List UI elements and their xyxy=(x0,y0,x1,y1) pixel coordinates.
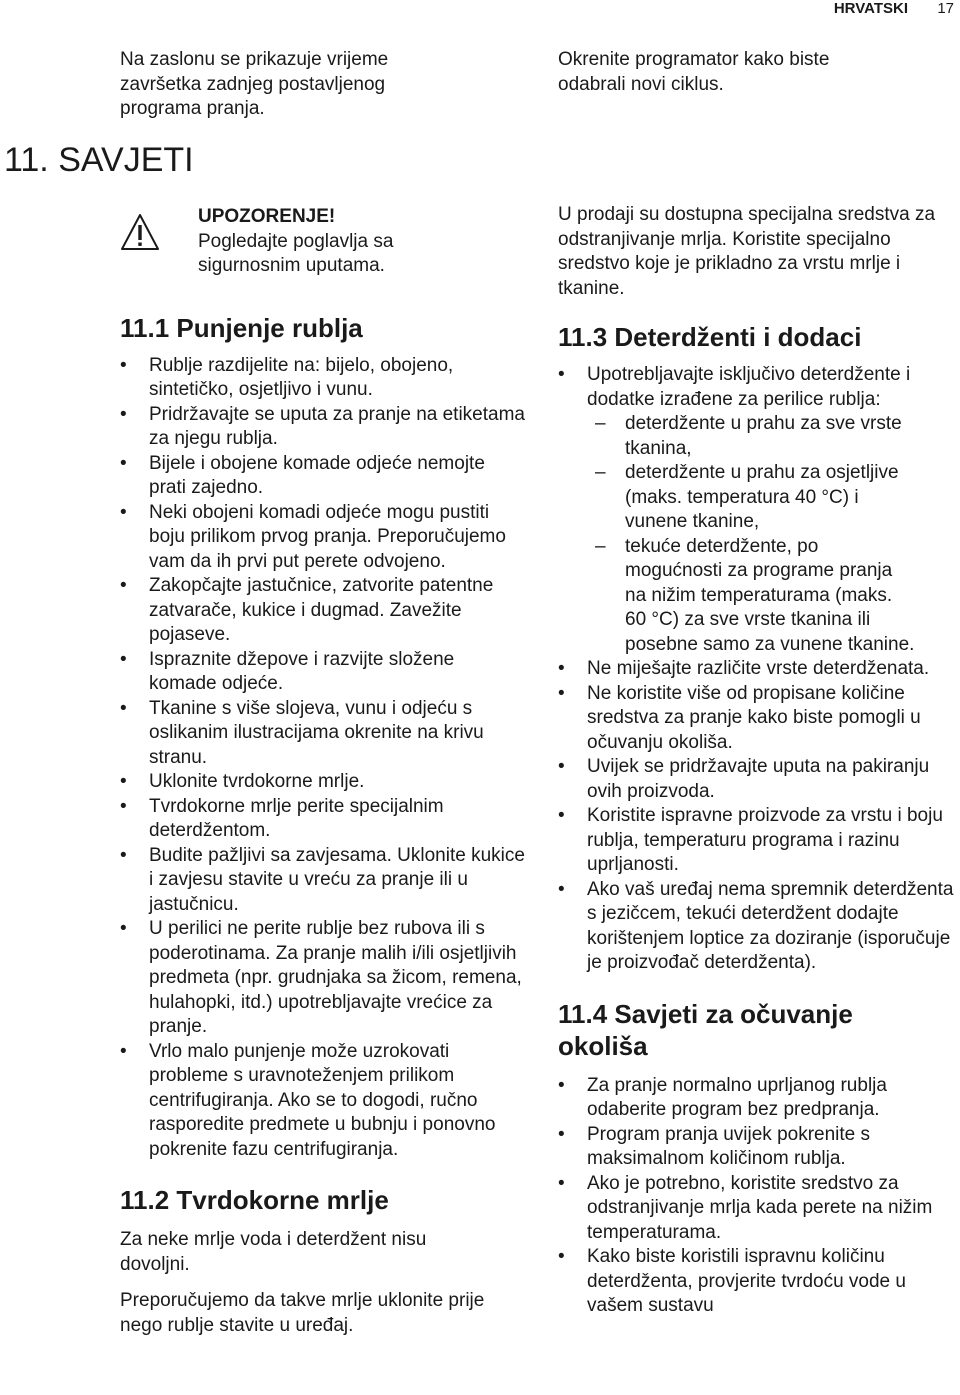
list-item: • Ako je potrebno, koristite sredstvo za odstranjivanje mrlja kada perete na nižim temperaturama. xyxy=(558,1172,956,1246)
list-item: • Ne miješajte različite vrste deterdženata. xyxy=(558,657,956,682)
left-column xyxy=(120,48,525,1338)
warning-text: Pogledajte poglavlja sa sigurnosnim uputama. xyxy=(198,230,394,276)
list-item: • Ispraznite džepove i razvijte složene komade odjeće. xyxy=(120,648,525,697)
list-item: • Ne koristite više od propisane količine sredstva za pranje kako biste pomogli u očuvanju okoliša. xyxy=(558,682,956,756)
detergent-list xyxy=(558,363,956,976)
list-item: • Pridržavajte se uputa za pranje na etiketama za njegu rublja. xyxy=(120,403,525,452)
list-item: • Program pranja uvijek pokrenite s maksimalnom količinom rublja. xyxy=(558,1123,956,1172)
stains-paragraph-1: Za neke mrlje voda i deterdžent nisu dovoljni. xyxy=(120,1229,427,1275)
list-item xyxy=(558,363,956,657)
list-item: • Rublje razdijelite na: bijelo, obojeno, sintetičko, osjetljivo i vunu. xyxy=(120,354,525,403)
list-item: • Uvijek se pridržavajte uputa na pakiranju ovih proizvoda. xyxy=(558,755,956,804)
language-label: HRVATSKI xyxy=(833,0,908,17)
detergent-intro: Upotrebljavajte isključivo deterdžente i dodatke izrađene za perilice rublja: xyxy=(587,364,911,410)
right-column xyxy=(558,48,956,1319)
list-item: • Ako vaš uređaj nema spremnik deterdženta s jezičcem, tekući deterdžent dodajte korištenjem loptice za doziranje (isporučuje je proizvođač deterdženta). xyxy=(558,878,956,976)
list-item: • Neki obojeni komadi odjeće mogu pustiti boju prilikom prvog pranja. Preporučujemo vam da ih prvi put perete odvojeno. xyxy=(120,501,525,575)
list-item: • Zakopčajte jastučnice, zatvorite patentne zatvarače, kukice i dugmad. Zavežite pojaseve. xyxy=(120,574,525,648)
page-number: 17 xyxy=(937,0,954,17)
list-item: • Koristite ispravne proizvode za vrstu i boju rublja, temperaturu programa i razinu uprljanosti. xyxy=(558,804,956,878)
list-item: • U perilici ne perite rublje bez rubova ili s poderotinama. Za pranje malih i/ili osjetljivih predmeta (npr. grudnjaka sa žicom, remena, hulahopki, itd.) upotrebljavajte vrećice za pranje. xyxy=(120,917,525,1040)
list-item: • Vrlo malo punjenje može uzrokovati probleme s uravnoteženjem prilikom centrifugiranja. Ako se to dogodi, ručno rasporedite predmete u bubnju i ponovno pokrenite fazu centrifugiranja. xyxy=(120,1040,525,1163)
list-item: • Tvrdokorne mrlje perite specijalnim deterdžentom. xyxy=(120,795,525,844)
section-11-3-title: 11.3 Deterdženti i dodaci xyxy=(558,322,862,352)
list-item: • Budite pažljivi sa zavjesama. Uklonite kukice i zavjesu stavite u vreću za pranje ili u jastučnicu. xyxy=(120,844,525,918)
sublist-item: – deterdžente u prahu za sve vrste tkanina, xyxy=(587,412,917,461)
chapter-title: 11. SAVJETI xyxy=(4,141,194,179)
section-11-2-title: 11.2 Tvrdokorne mrlje xyxy=(120,1185,389,1215)
sublist-item: – deterdžente u prahu za osjetljive (maks. temperatura 40 °C) i vunene tkanine, xyxy=(587,461,917,535)
section-11-1-title: 11.1 Punjenje rublja xyxy=(120,312,363,343)
stain-remover-paragraph: U prodaji su dostupna specijalna sredstva za odstranjivanje mrlja. Koristite specijalno sredstvo koje je prikladno za vrstu mrlje i tkanine. xyxy=(558,204,936,299)
sublist-item: – tekuće deterdžente, po mogućnosti za programe pranja na nižim temperaturama (maks. 60 °C) za sve vrste tkanina ili posebne samo za vunene tkanine. xyxy=(587,535,917,658)
laundry-list xyxy=(120,354,525,1163)
list-item: • Za pranje normalno uprljanog rublja odaberite program bez predpranja. xyxy=(558,1074,956,1123)
stains-paragraph-2: Preporučujemo da takve mrlje uklonite prije nego rublje stavite u uređaj. xyxy=(120,1290,485,1336)
environment-list xyxy=(558,1074,956,1319)
intro-paragraph: Na zaslonu se prikazuje vrijeme završetka zadnjeg postavljenog programa pranja. xyxy=(120,49,389,119)
detergent-sublist xyxy=(587,412,917,657)
list-item: • Kako biste koristili ispravnu količinu deterdženta, provjerite tvrdoću vode u vašem sustavu xyxy=(558,1245,956,1319)
list-item: • Uklonite tvrdokorne mrlje. xyxy=(120,770,525,795)
list-item: • Tkanine s više slojeva, vunu i odjeću s oslikanim ilustracijama okrenite na krivu stranu. xyxy=(120,697,525,771)
list-item: • Bijele i obojene komade odjeće nemojte prati zajedno. xyxy=(120,452,525,501)
programmer-paragraph: Okrenite programator kako biste odabrali novi ciklus. xyxy=(558,49,830,95)
section-11-4-title: 11.4 Savjeti za očuvanje okoliša xyxy=(558,998,853,1061)
warning-title: UPOZORENJE! xyxy=(198,206,336,227)
